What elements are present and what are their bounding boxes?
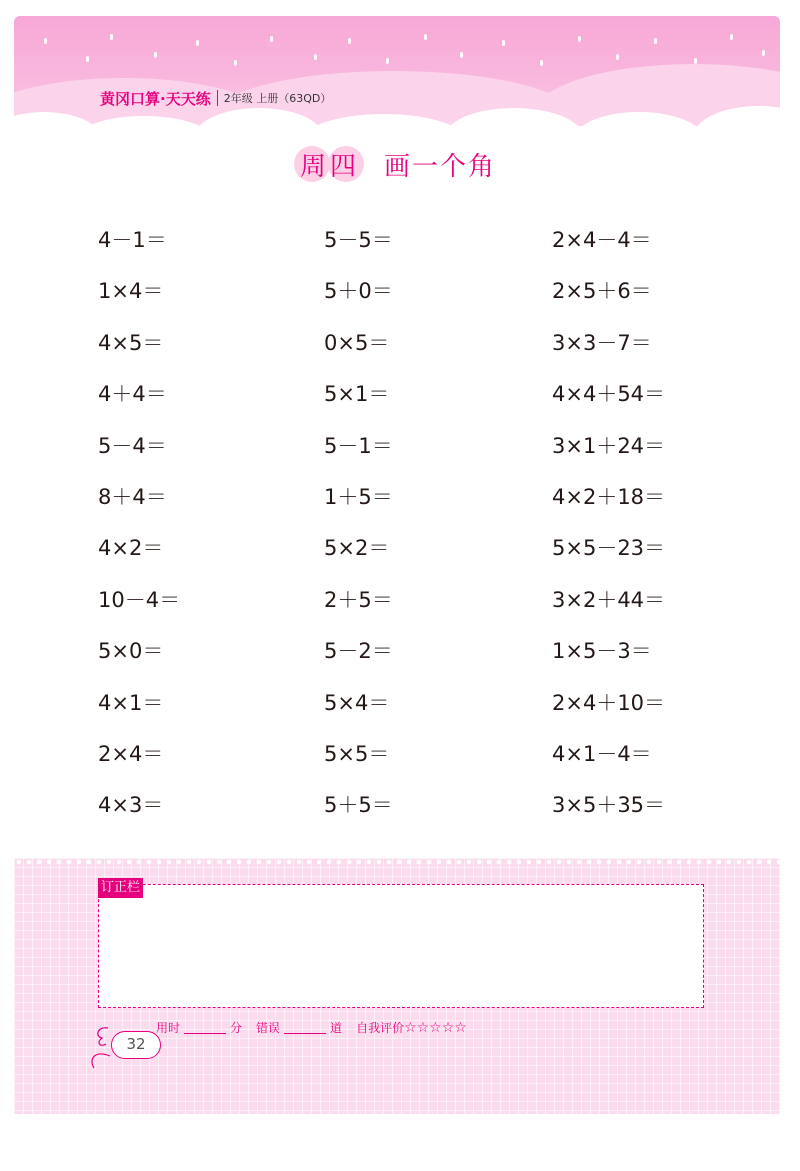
problem: 3×3－7＝ <box>552 330 652 355</box>
self-check-row <box>156 1016 467 1036</box>
scalloped-edge <box>14 858 780 866</box>
problem: 10－4＝ <box>98 587 181 612</box>
problem: 2×5＋6＝ <box>552 279 652 304</box>
problem: 5＋0＝ <box>324 279 393 304</box>
brand-title: 黄冈口算·天天练 <box>100 89 211 108</box>
problem: 0×5＝ <box>324 330 390 355</box>
header-divider <box>217 90 218 106</box>
problem: 4×1－4＝ <box>552 741 652 766</box>
problem: 5×2＝ <box>324 536 390 561</box>
problem: 5×5＝ <box>324 741 390 766</box>
problem-row <box>14 428 780 479</box>
problem: 2×4＝ <box>98 741 164 766</box>
page-number: 32 <box>111 1031 161 1059</box>
problem: 2×4＋10＝ <box>552 690 666 715</box>
page-title <box>14 144 780 184</box>
problem-row <box>14 736 780 787</box>
time-label: 用时 <box>156 1021 181 1035</box>
problem-row <box>14 479 780 530</box>
error-blank[interactable] <box>284 1033 326 1034</box>
count-label: 道 <box>330 1021 343 1035</box>
problem: 1×5－3＝ <box>552 639 652 664</box>
problem: 5×5－23＝ <box>552 536 666 561</box>
problem: 3×1＋24＝ <box>552 433 666 458</box>
day-badge <box>298 146 362 183</box>
header-brand <box>100 88 331 108</box>
problem-row <box>14 376 780 427</box>
topic-title: 画一个角 <box>384 151 497 182</box>
problem-row <box>14 325 780 376</box>
header-banner <box>14 16 780 126</box>
correction-label: 订正栏 <box>98 878 143 898</box>
problem: 5－4＝ <box>98 433 167 458</box>
problem: 3×5＋35＝ <box>552 793 666 818</box>
problem: 1＋5＝ <box>324 484 393 509</box>
problem: 4×2＝ <box>98 536 164 561</box>
minute-label: 分 <box>230 1021 243 1035</box>
problem: 5－2＝ <box>324 639 393 664</box>
problem-row <box>14 530 780 581</box>
problem: 4－1＝ <box>98 228 167 252</box>
problem-row <box>14 273 780 324</box>
problem: 3×2＋44＝ <box>552 587 666 612</box>
day-label: 周四 <box>299 151 360 182</box>
problem: 5×1＝ <box>324 382 390 407</box>
problem: 4×1＝ <box>98 690 164 715</box>
correction-panel <box>14 858 780 1114</box>
time-blank[interactable] <box>184 1033 226 1034</box>
problem: 5－1＝ <box>324 433 393 458</box>
problem: 5－5＝ <box>324 228 393 252</box>
rating-stars[interactable]: ☆☆☆☆☆ <box>404 1020 467 1036</box>
problem: 5×0＝ <box>98 639 164 664</box>
problem-row <box>14 633 780 684</box>
problem: 4×4＋54＝ <box>552 382 666 407</box>
error-label: 错误 <box>256 1021 281 1035</box>
problem-row <box>14 222 780 273</box>
worksheet-page <box>14 0 780 1171</box>
problem-row <box>14 685 780 736</box>
self-eval-label: 自我评价 <box>356 1021 405 1035</box>
problem-row <box>14 787 780 838</box>
problem: 5×4＝ <box>324 690 390 715</box>
problem: 8＋4＝ <box>98 484 167 509</box>
problem: 4×3＝ <box>98 793 164 818</box>
problem-row <box>14 582 780 633</box>
problem: 2×4－4＝ <box>552 228 652 252</box>
problem: 2＋5＝ <box>324 587 393 612</box>
problem-grid <box>14 222 780 839</box>
correction-box[interactable] <box>98 884 704 1008</box>
problem: 4×2＋18＝ <box>552 484 666 509</box>
grade-subtitle: 2年级 上册（63QD） <box>223 92 332 105</box>
problem: 4×5＝ <box>98 330 164 355</box>
problem: 4＋4＝ <box>98 382 167 407</box>
problem: 5＋5＝ <box>324 793 393 818</box>
problem: 1×4＝ <box>98 279 164 304</box>
